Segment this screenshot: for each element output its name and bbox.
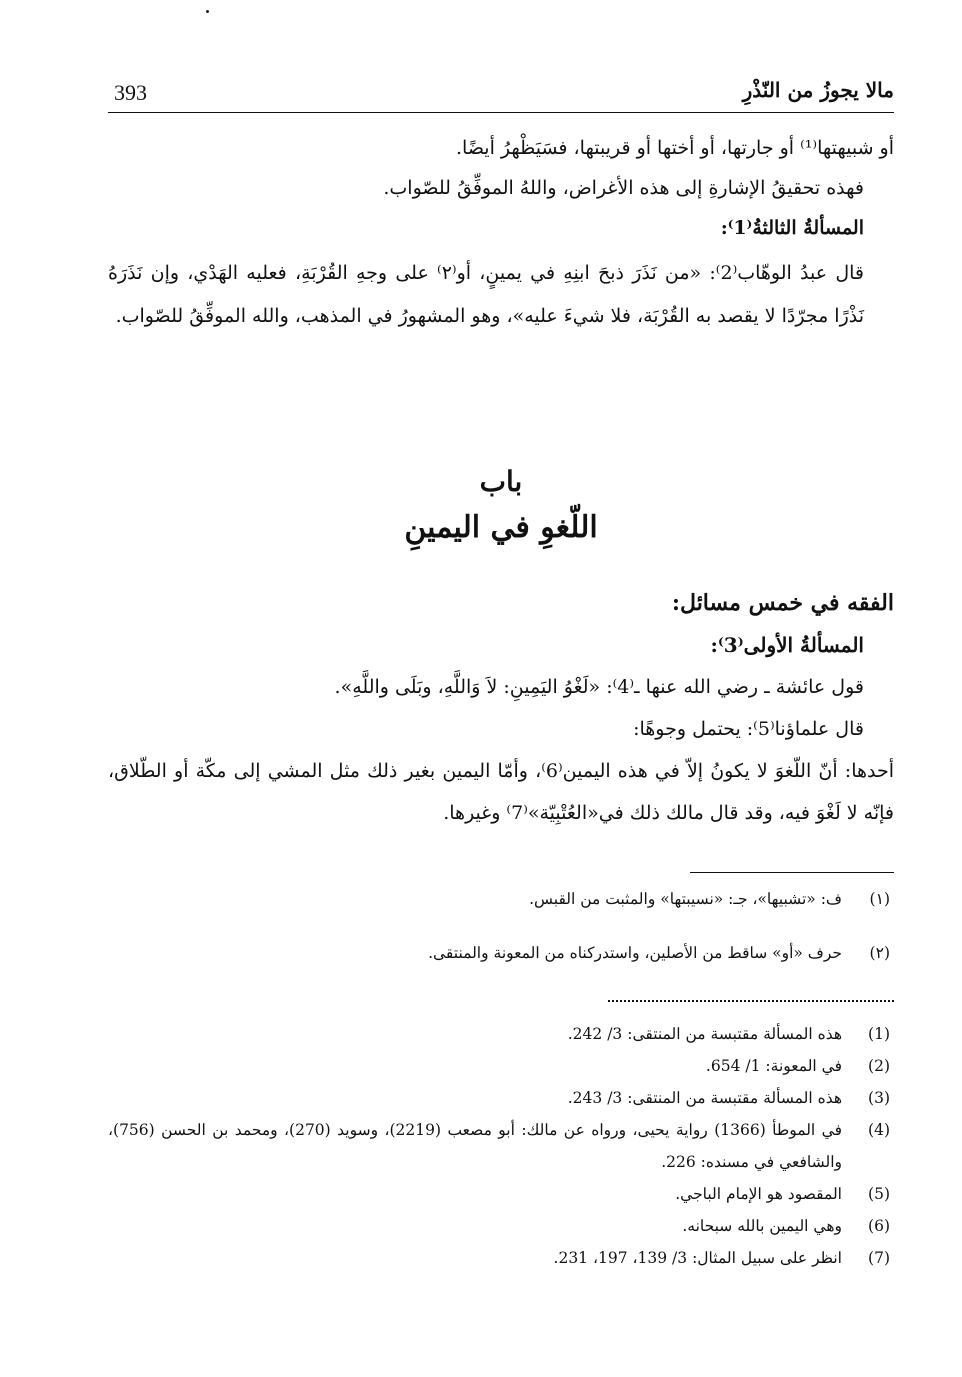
- footnote: [108, 1018, 894, 1050]
- top-text-block: [108, 128, 894, 338]
- footnote-number: (١): [869, 890, 890, 908]
- footnote-text: انظر على سبيل المثال: 3/ 139، 197، 231.: [553, 1249, 842, 1267]
- footnote: [108, 1050, 894, 1082]
- paragraph: قال علماؤنا⁽5⁾: يحتمل وجوهًا:: [633, 718, 864, 740]
- paragraph: فهذه تحقيقُ الإشارةِ إلى هذه الأغراض، واللهُ الموفِّقُ للصّواب.: [383, 177, 864, 199]
- footnote: [108, 1114, 894, 1178]
- paragraph: قول عائشة ـ رضي الله عنها ـ⁽4⁾: «لَغْوُ اليَمِينِ: لاَ وَاللَّهِ، وبَلَى واللَّهِ».: [334, 676, 864, 698]
- footnote-number: (7): [868, 1249, 890, 1267]
- section-heading: المسألةُ الثالثةُ⁽1⁾:: [720, 217, 864, 239]
- footnote-number: (2): [868, 1057, 890, 1075]
- page-number: 393: [114, 80, 147, 105]
- footnote-text: المقصود هو الإمام الباجي.: [675, 1185, 842, 1203]
- footnote-text: وهي اليمين بالله سبحانه.: [682, 1217, 842, 1235]
- footnote-number: (6): [868, 1217, 890, 1235]
- footnote-text: هذه المسألة مقتبسة من المنتقى: 3/ 243.: [567, 1089, 842, 1107]
- footnote-number: (5): [868, 1185, 890, 1203]
- footnote-text: ف: «تشبيها»، جـ: «نسيبتها» والمثبت من القبس.: [529, 890, 842, 908]
- bottom-text-block: [108, 582, 894, 834]
- footnote: [108, 1210, 894, 1242]
- footnote-text: هذه المسألة مقتبسة من المنتقى: 3/ 242.: [567, 1025, 842, 1043]
- chapter-title: اللّغوِ في اليمينِ: [404, 510, 598, 545]
- footnote: [108, 1242, 894, 1274]
- running-title: مالا يجوزُ من النّذْرِ: [742, 78, 894, 102]
- paragraph: قال عبدُ الوهّاب⁽2⁾: «من نَذَرَ ذبحَ ابنِهِ في يمينٍ، أو⁽٢⁾ على وجهِ القُرْبَةِ، فعليه الهَدْي، وإن نَذَرَهُ نَذْرًا مجرّدًا لا يقصد به القُرْبَة، فلا شيءَ عليه»، وهو المشهورُ في المذهب، والله الموفِّقُ للصّواب.: [108, 262, 864, 327]
- footnote-text: في الموطأ (1366) رواية يحيى، ورواه عن مالك: أبو مصعب (2219)، وسويد (270)، ومحمد بن الحسن (756)، والشافعي في مسنده: 226.: [108, 1121, 842, 1171]
- footnote-dotted-separator: [608, 1000, 894, 1002]
- footnote: [108, 1178, 894, 1210]
- footnote-number: (3): [868, 1089, 890, 1107]
- footnote: [108, 890, 894, 944]
- chapter-label: باب: [479, 465, 523, 498]
- speck: [206, 10, 209, 13]
- footnote: [108, 944, 894, 998]
- source-footnotes: [108, 1018, 894, 1274]
- page-header: [108, 78, 894, 113]
- paragraph: أحدها: أنّ اللّغوَ لا يكونُ إلاّ في هذه اليمين⁽6⁾، وأمّا اليمين بغير ذلك مثل المشي إلى مكّة أو الطّلاق، فإنّه لا لَغْوَ فيه، وقد قال مالك ذلك في«العُتْبِيّة»⁽7⁾ وغيرها.: [108, 760, 894, 824]
- footnote-number: (4): [868, 1121, 890, 1139]
- section-heading: المسألةُ الأولى⁽3⁾:: [710, 633, 864, 657]
- footnote-text: في المعونة: 1/ 654.: [705, 1057, 842, 1075]
- footnote-text: حرف «أو» ساقط من الأصلين، واستدركناه من المعونة والمنتقى.: [428, 944, 842, 962]
- footnote-number: (1): [868, 1025, 890, 1043]
- footnote-separator: [690, 872, 894, 873]
- paragraph: أو شبيهتها⁽¹⁾ أو جارتها، أو أختها أو قريبتها، فسَيَظْهرُ أيضًا.: [455, 137, 894, 159]
- footnote-number: (٢): [869, 944, 890, 962]
- section-heading: الفقه في خمس مسائل:: [671, 590, 894, 616]
- chapter-heading: [108, 460, 894, 552]
- footnote: [108, 1082, 894, 1114]
- variant-footnotes: [108, 890, 894, 998]
